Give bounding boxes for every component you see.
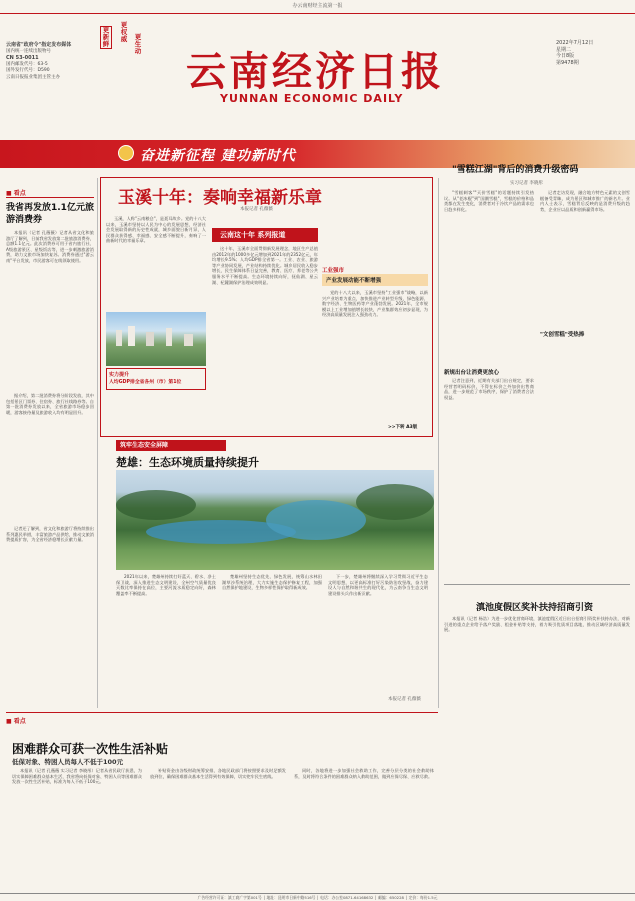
issue-number: 第9478期 [556, 59, 579, 66]
masthead-title: 云南经济日报 [186, 48, 444, 95]
left-article-p1: 本报讯（记者 孔薇薇）记者从省文化和旅游厅了解到，日前我省发放第二批旅游消费券，总额1.1亿元。此次消费券可用于省内旅行社、A级旅游景区、星级饭店等，进一步刺激旅游消费，助力文旅市场加快复苏。消费券通过"游云南"平台发放，市民游客可在线领取使用。 [6, 230, 94, 263]
masthead-english: YUNNAN ECONOMIC DAILY [220, 92, 404, 105]
right-byline: 实习记者 李晓彤 [510, 181, 543, 186]
lead-intro: 玉溪，人称"云南粮仓"，是聂耳故乡。党的十八大以来，玉溪市坚持以人民为中心的发展思想，经济社会发展取得新的历史性成就，城乡面貌日新月异，人民群众获得感、幸福感、安全感不断提升，奏响了一曲新时代的幸福乐章。 [106, 216, 206, 244]
bottom-col-2: 补贴资金由各级财政统筹安排，各地民政部门将按照要求及时足额发放到位，确保困难群众基本生活得到有效保障，切实兜牢民生底线。 [150, 768, 286, 779]
banner-title: 奋进新征程 建功新时代 [140, 148, 296, 164]
lead-column-2: 这十年，玉溪市全面贯彻新发展理念，地区生产总值由2012年的1000多亿元增加到2021年的2352亿元，年均增长9.5%；人均GDP排全省第一。工业、农业、旅游等产业协同发展，产业结构持续优化。城乡居民收入稳步增长，民生保障体系日益完善，教育、医疗、养老等公共服务水平不断提高。生态环境持续向好，抚仙湖、星云湖、杞麓湖保护治理成效明显。 [212, 246, 318, 285]
left-section-label: ■ 看点 [6, 190, 26, 197]
subhead-box [322, 266, 428, 288]
right-body-3: 记者走访发现，融合地方特色元素的文创雪糕备受青睐，成为景区和城市推广的新名片。业内人士表示，雪糕背后反映的是消费升级的趋势，企业应以品质和创新赢得市场。 [540, 190, 630, 212]
bottom-rule [6, 712, 438, 713]
overseas-code: 国外发行代号：D590 [6, 68, 50, 73]
city-photo [106, 312, 206, 366]
lead-title: 玉溪十年：奏响幸福新乐章 [118, 188, 322, 208]
top-slogan: 办云南财经主流第一报 [292, 3, 343, 9]
postal-code: 国内邮发代号：63-5 [6, 61, 48, 67]
center-headline: 楚雄：生态环境质量持续提升 [116, 456, 259, 469]
bottom-section-label: ■ 看点 [6, 718, 26, 725]
left-article-p2: 据介绍，第二批消费券将分阶段发放，其中包括景区门票券、住宿券、旅行社线路券等。自第一批消费券发放以来，全省旅游市场稳步回暖，游客接待量及旅游收入均有明显回升。 [6, 393, 94, 415]
stamp-seal-2: 更 权 威 [120, 21, 128, 43]
bottom-col-1: 本报讯（记者 孔薇薇 实习记者 李晓彤）记者从省民政厅获悉，为切实保障困难群众基本生活，我省将向低保对象、特困人员等困难群众发放一次性生活补贴，标准为每人不低于100元。 [12, 768, 142, 785]
center-credit: 本报记者 孔薇薇 [388, 697, 421, 702]
highlight-box [106, 368, 206, 390]
issue-weekday: 星期二 [556, 46, 572, 53]
right-body-4: 本报讯（记者 杨浩）为进一步优化营商环境，滇池度假区近日出台招商引资奖补扶持办法，对新引进的重点企业给予落户奖励、租金补贴等支持，着力吸引优质项目落地，推动区域经济高质量发展。 [444, 616, 630, 633]
gov-media-label: 云南省"政府令"指定发布媒体 [6, 42, 72, 48]
right-divider [444, 584, 630, 585]
highlight-text: 人均GDP排全省各州（市）第1位 [109, 380, 182, 385]
continued-link[interactable]: >>下转 A3版 [388, 425, 418, 430]
center-tag: 筑牢生态安全屏障 [116, 440, 226, 451]
left-section-rule [6, 197, 94, 198]
publisher: 云南日报报业集团主管主办 [6, 74, 60, 80]
left-headline: 我省再发放1.1亿元旅游消费券 [6, 203, 94, 225]
publication-info [6, 42, 96, 81]
right-sub-2: "文创雪糕"受热捧 [540, 332, 585, 338]
right-headline: "雪糕江湖"背后的消费升级密码 [452, 165, 579, 175]
left-article-p3: 记者还了解到，省文化和旅游厅将持续推出系列惠民举措，丰富旅游产品供给，推动文旅消费提质扩容，为全省经济稳增长贡献力量。 [6, 526, 94, 543]
series-tag: 云南这十年 系列报道 [212, 228, 318, 242]
stamp-seal-1: 更 新 鲜 [100, 26, 112, 49]
lead-byline: 本报记者 孔薇薇 [240, 207, 273, 212]
footer-info: 广告经营许可证：滇工商广字第001号 │ 地址：昆明市日新中路516号 │ 电话：办公室0871-64168632 │ 邮编：650228 │ 定价：每份1.5元 [0, 893, 635, 901]
highlight-title: 实力提升 [109, 372, 130, 378]
bottom-col-3: 同时，各地将进一步加强社会救助工作，完善分层分类的社会救助体系，及时将符合条件的困难群众纳入救助范围，做到应保尽保、应救尽救。 [294, 768, 434, 779]
bottom-subheadline: 低保对象、特困人员每人不低于100元 [12, 758, 124, 766]
issue-pages: 今日8版 [556, 53, 575, 59]
right-body-1: "雪糕刺客""天价雪糕"的话题持续引发热议。从"老冰棍"到"国潮雪糕"，雪糕的价格和品类都在发生变化，消费者对于冷饮产品的需求也日趋多样化。 [444, 190, 534, 212]
right-body-2: 记者注意到，近期有关部门出台规定，要求经营者明码标价，不得在标价之外加价出售商品，进一步规范了市场秩序，保护了消费者合法权益。 [444, 378, 534, 400]
subhead-1: 工业强市 [322, 268, 345, 274]
center-col-3: 下一步，楚雄州将继续深入学习贯彻习近平生态文明思想，以更高标准打好污染防治攻坚战，奋力建设人与自然和谐共生的现代化，为云南争当生态文明建设排头兵作出新贡献。 [328, 574, 428, 596]
col-divider-left [97, 178, 98, 708]
center-col-1: 2021年以来，楚雄州持续打好蓝天、碧水、净土保卫战，深入推进生态文明建设，全州空气质量优良天数比率保持在高位，主要河流水质稳定向好，森林覆盖率不断提高。 [116, 574, 216, 596]
bottom-headline: 困难群众可获一次性生活补贴 [12, 742, 169, 756]
center-col-2: 楚雄州坚持生态优先、绿色发展，统筹山水林田湖草沙系统治理，大力实施生态保护修复工程，加强自然保护地建设，生物多样性保护取得新成效。 [222, 574, 322, 591]
issue-info [556, 40, 632, 66]
subhead-2: 产业发展动能不断增强 [322, 274, 428, 286]
cn-number: CN 53-0011 [6, 55, 39, 61]
right-sub-1: 新规出台让消费更放心 [444, 370, 500, 376]
top-rule [0, 13, 635, 14]
col-divider-right [438, 178, 439, 708]
right-headline-2: 滇池度假区奖补扶持招商引资 [476, 603, 594, 613]
issn-label: 国内统一连续出版物号 [6, 48, 51, 54]
lead-column-3: 党的十八大以来，玉溪市坚持"工业强市"战略，以新兴产业培育为重点，加快推进产业转型升级，绿色能源、数字经济、生物医药等产业蓬勃发展。2021年，全市规模以上工业增加值增长较快，产业集群效应初步显现，为经济高质量发展注入强劲动力。 [322, 290, 428, 318]
stamp-seal-3: 更 生 动 [134, 33, 142, 55]
party-emblem-icon [118, 145, 134, 161]
lake-photo [116, 470, 434, 570]
issue-date: 2022年7月12日 [556, 40, 594, 46]
